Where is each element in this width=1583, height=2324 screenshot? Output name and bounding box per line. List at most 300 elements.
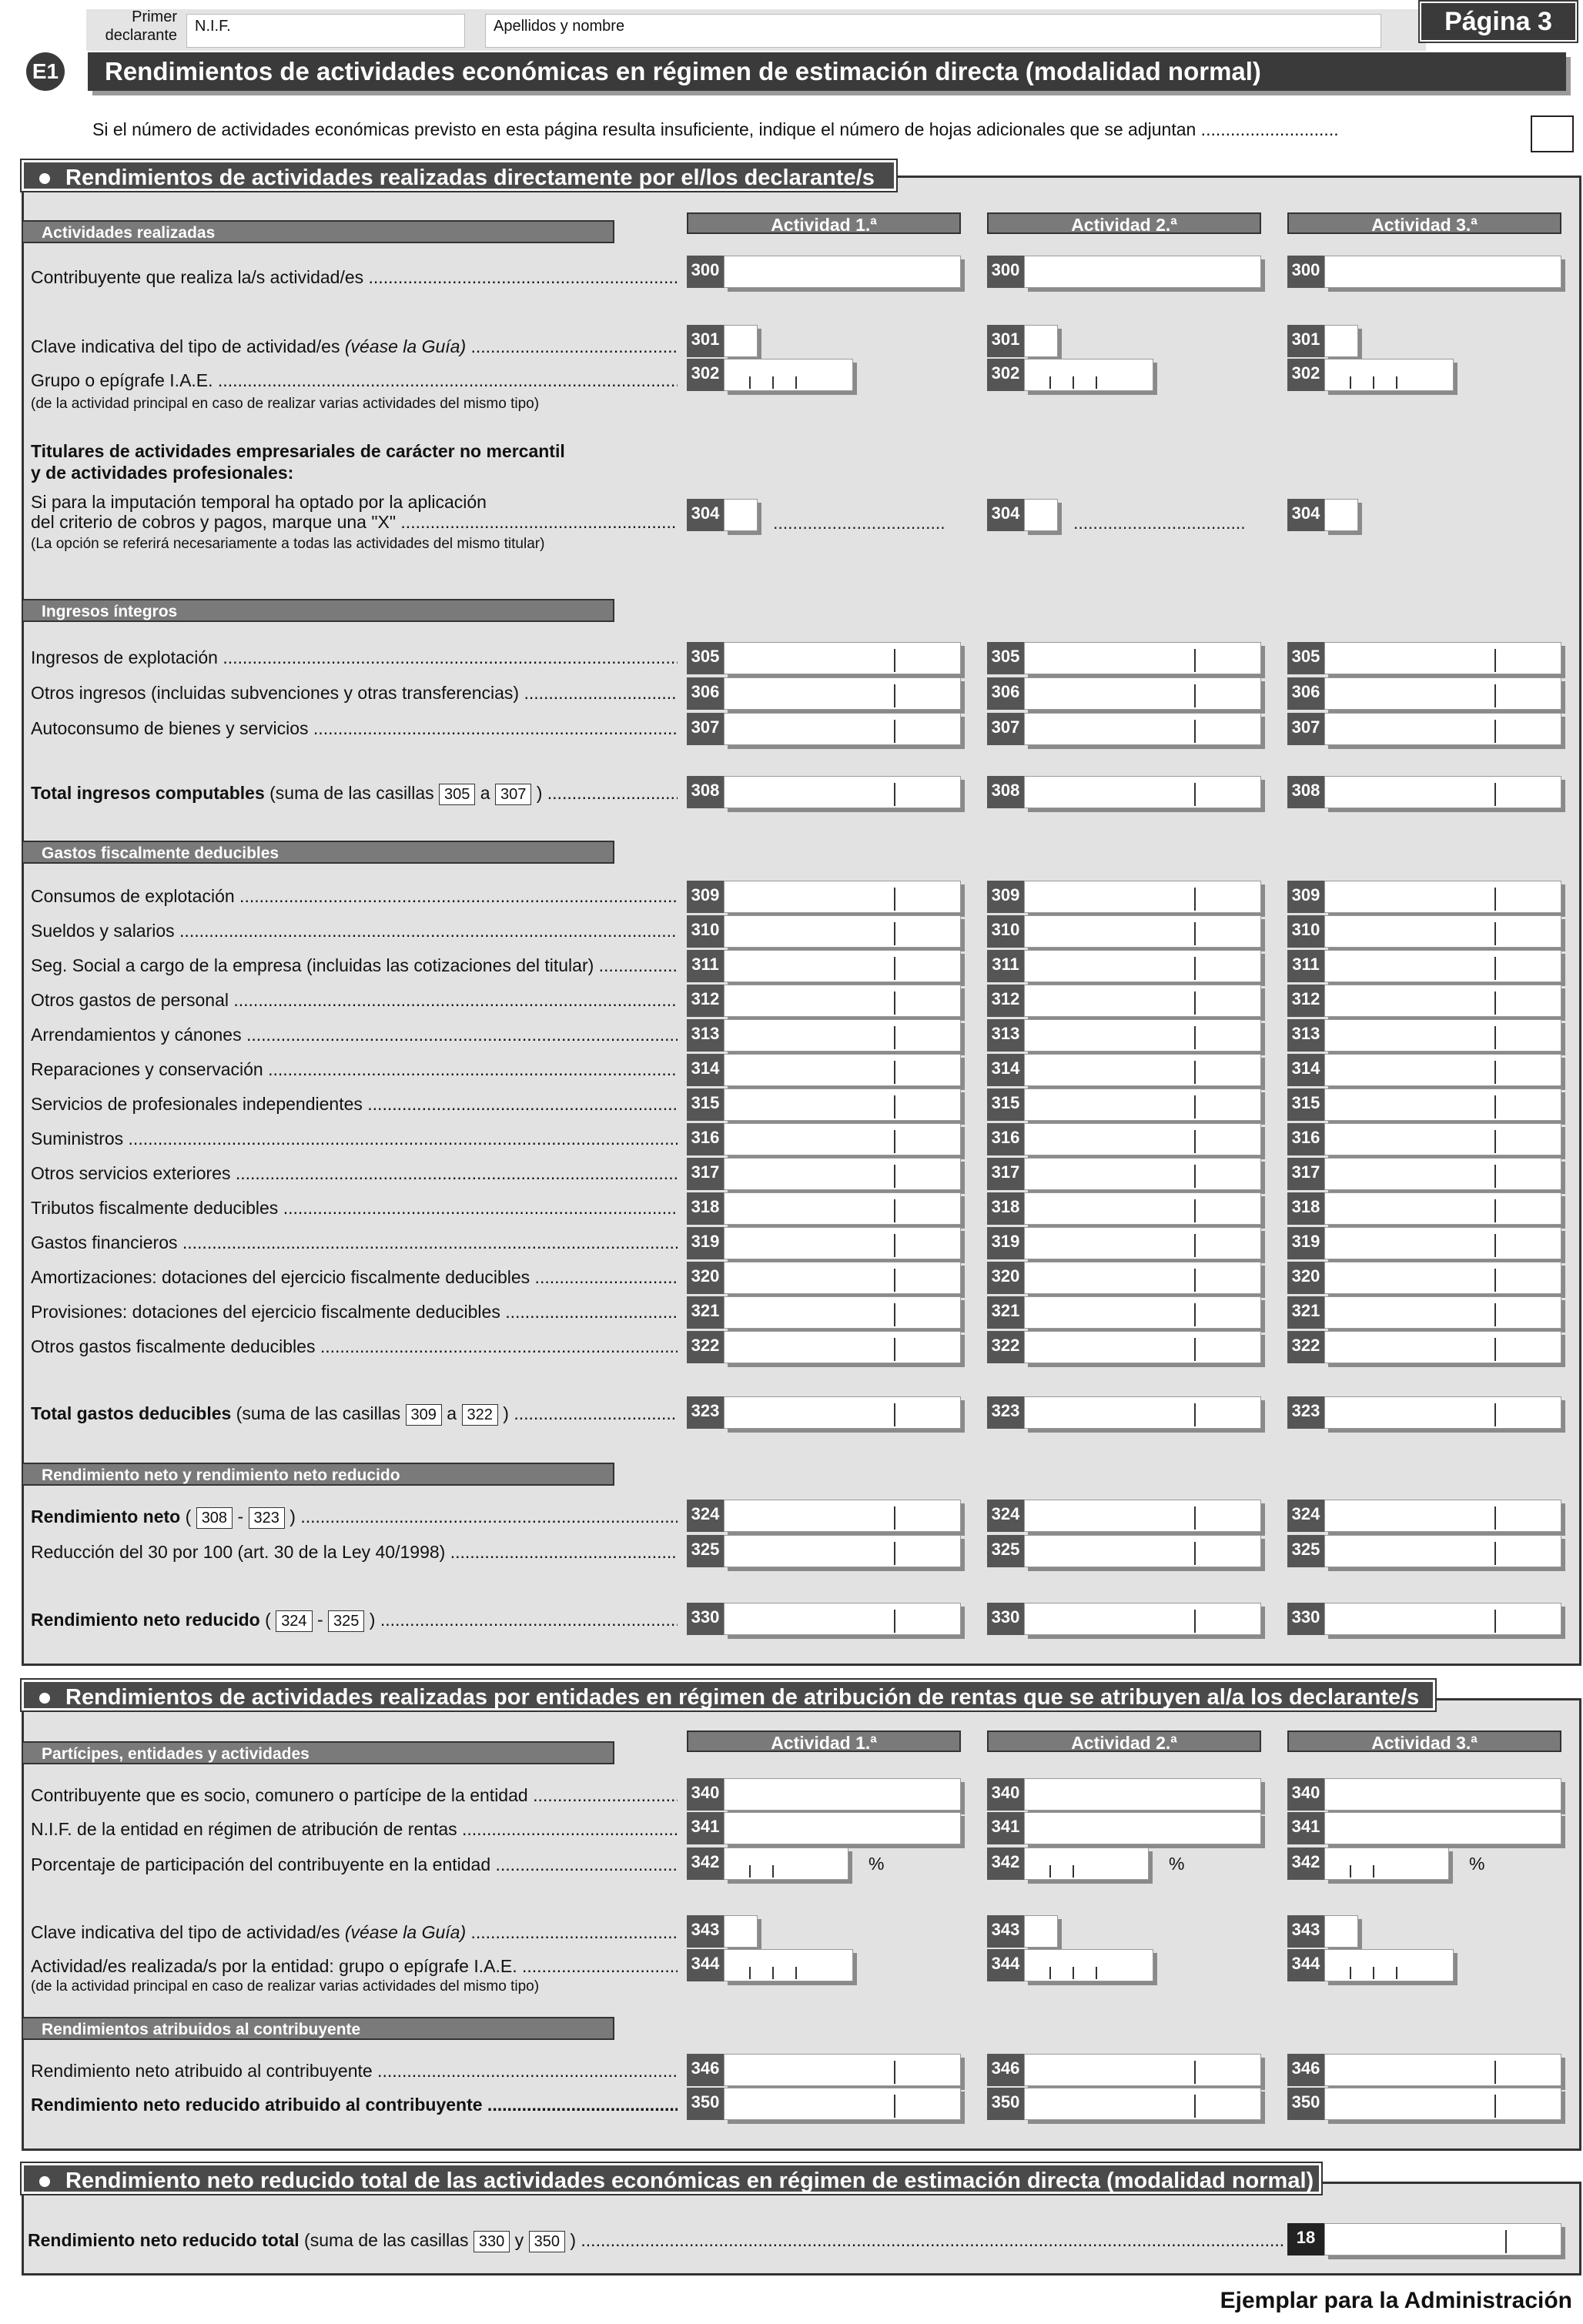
casilla-343-col1[interactable] (687, 1915, 758, 1948)
casilla-342-col1-input[interactable] (724, 1847, 848, 1880)
casilla-325-col2[interactable] (987, 1535, 1261, 1567)
casilla-309-col3-input[interactable] (1324, 881, 1561, 913)
casilla-301-col3[interactable] (1287, 325, 1358, 357)
casilla-313-col2-code: 313 (987, 1019, 1024, 1052)
casilla-308-col1-code: 308 (687, 776, 724, 808)
casilla-302-col2-input[interactable] (1024, 359, 1153, 391)
subhead-participes: Partícipes, entidades y actividades (22, 1741, 614, 1764)
casilla-321-col2[interactable] (987, 1296, 1261, 1329)
casilla-330-col3[interactable] (1287, 1603, 1561, 1635)
casilla-320-col1-code: 320 (687, 1262, 724, 1294)
section2-title: Rendimientos de actividades realizadas por entidades en régimen de atribución de rentas que se atribuyen al/a los declarante/s (65, 1685, 1420, 1710)
casilla-306-col1-input[interactable] (724, 677, 961, 710)
page-title: Rendimientos de actividades económicas en régimen de estimación directa (modalidad normal) (88, 52, 1566, 91)
casilla-320-col3[interactable] (1287, 1262, 1561, 1294)
casilla-325-col3-code: 325 (1287, 1535, 1324, 1567)
casilla-320-col3-input[interactable] (1324, 1262, 1561, 1294)
casilla-343-col2-code: 343 (987, 1915, 1024, 1948)
casilla-322-col3-code: 322 (1287, 1331, 1324, 1363)
casilla-306-col3-code: 306 (1287, 677, 1324, 710)
subhead-ingresos: Ingresos íntegros (22, 599, 614, 622)
casilla-318-col2-code: 318 (987, 1192, 1024, 1225)
casilla-341-col2-code: 341 (987, 1812, 1024, 1844)
casilla-317-col3[interactable] (1287, 1158, 1561, 1190)
porcentaje-label: Porcentaje de participación del contribuyente en la entidad ..... (31, 1854, 678, 1875)
casilla-320-col1-input[interactable] (724, 1262, 961, 1294)
casilla-350-col3-input[interactable] (1324, 2088, 1561, 2120)
casilla-321-col3[interactable] (1287, 1296, 1561, 1329)
casilla-344-col2[interactable] (987, 1949, 1153, 1981)
reduccion-label: Reducción del 30 por 100 (art. 30 de la Ley 40/1998) ..... (31, 1541, 678, 1563)
casilla-304-col3-input[interactable] (1324, 499, 1358, 531)
casilla-342-col3-code: 342 (1287, 1847, 1324, 1880)
casilla-322-col2-code: 322 (987, 1331, 1024, 1363)
casilla-340-col1-input[interactable] (724, 1778, 961, 1811)
casilla-323-col3[interactable] (1287, 1396, 1561, 1429)
casilla-309-col2[interactable] (987, 881, 1261, 913)
casilla-310-col3-code: 310 (1287, 915, 1324, 948)
casilla-346-col1-input[interactable] (724, 2054, 961, 2086)
casilla-307-col3-input[interactable] (1324, 713, 1561, 745)
casilla-340-col3-input[interactable] (1324, 1778, 1561, 1811)
casilla-300-col3[interactable] (1287, 256, 1561, 288)
casilla-325-col1-input[interactable] (724, 1535, 961, 1567)
casilla-306-col3[interactable] (1287, 677, 1561, 710)
casilla-340-col2-code: 340 (987, 1778, 1024, 1811)
casilla-314-col1-code: 314 (687, 1054, 724, 1086)
rendimiento-reducido-label: Rendimiento neto reducido ( 324 - 325 ) ..... (31, 1609, 678, 1632)
casilla-312-col1-input[interactable] (724, 985, 961, 1017)
casilla-324-col2-input[interactable] (1024, 1500, 1261, 1532)
casilla-313-col1[interactable] (687, 1019, 961, 1052)
casilla-312-col2[interactable] (987, 985, 1261, 1017)
casilla-324-col1-input[interactable] (724, 1500, 961, 1532)
casilla-300-col1-code: 300 (687, 256, 724, 288)
casilla-330-col2[interactable] (987, 1603, 1261, 1635)
casilla-319-col3-input[interactable] (1324, 1227, 1561, 1259)
casilla-330-col2-input[interactable] (1024, 1603, 1261, 1635)
casilla-317-col1-code: 317 (687, 1158, 724, 1190)
casilla-314-col1[interactable] (687, 1054, 961, 1086)
casilla-317-col1-input[interactable] (724, 1158, 961, 1190)
casilla-341-col3[interactable] (1287, 1812, 1561, 1844)
casilla-312-col1[interactable] (687, 985, 961, 1017)
casilla-308-col3[interactable] (1287, 776, 1561, 808)
casilla-307-col2-code: 307 (987, 713, 1024, 745)
casilla-346-col3-code: 346 (1287, 2054, 1324, 2086)
casilla-312-col2-input[interactable] (1024, 985, 1261, 1017)
casilla-346-col1[interactable] (687, 2054, 961, 2086)
casilla-18-input[interactable] (1324, 2223, 1561, 2255)
bullet-icon (39, 1693, 50, 1704)
casilla-308-col1-input[interactable] (724, 776, 961, 808)
casilla-301-col1-input[interactable] (724, 325, 758, 357)
casilla-319-col2-input[interactable] (1024, 1227, 1261, 1259)
apellidos-field[interactable] (485, 14, 1381, 48)
casilla-307-col2-input[interactable] (1024, 713, 1261, 745)
casilla-324-col2[interactable] (987, 1500, 1261, 1532)
casilla-319-col3[interactable] (1287, 1227, 1561, 1259)
casilla-314-col3-code: 314 (1287, 1054, 1324, 1086)
casilla-311-col2[interactable] (987, 950, 1261, 982)
percent-sign-col1: % (868, 1854, 885, 1874)
casilla-323-col1-input[interactable] (724, 1396, 961, 1429)
casilla-323-col2-input[interactable] (1024, 1396, 1261, 1429)
casilla-319-col3-code: 319 (1287, 1227, 1324, 1259)
casilla-311-col3[interactable] (1287, 950, 1561, 982)
casilla-310-col2[interactable] (987, 915, 1261, 948)
casilla-305-col3[interactable] (1287, 642, 1561, 674)
ingreso-label-305: Ingresos de explotación ..... (31, 647, 678, 668)
casilla-301-col2-code: 301 (987, 325, 1024, 357)
casilla-343-col1-code: 343 (687, 1915, 724, 1948)
dots-304-col1: ................................... (773, 513, 945, 533)
apellidos-label: Apellidos y nombre (494, 18, 625, 35)
casilla-301-col2[interactable] (987, 325, 1058, 357)
casilla-322-col3-input[interactable] (1324, 1331, 1561, 1363)
casilla-318-col1-input[interactable] (724, 1192, 961, 1225)
total-final-label: Rendimiento neto reducido total (suma de las casillas 330 y 350 ) ..... (28, 2229, 1283, 2252)
casilla-311-col1-code: 311 (687, 950, 724, 982)
casilla-322-col1-code: 322 (687, 1331, 724, 1363)
casilla-318-col1-code: 318 (687, 1192, 724, 1225)
gasto-label-312: Otros gastos de personal ..... (31, 989, 678, 1011)
casilla-316-col2-input[interactable] (1024, 1123, 1261, 1155)
casilla-324-col3-input[interactable] (1324, 1500, 1561, 1532)
grupo-label: Grupo o epígrafe I.A.E. ..... (31, 369, 678, 391)
casilla-314-col2[interactable] (987, 1054, 1261, 1086)
casilla-344-col1-input[interactable] (724, 1949, 853, 1981)
casilla-340-col1[interactable] (687, 1778, 961, 1811)
contribuyente-label: Contribuyente que realiza la/s actividad/es ..... (31, 266, 678, 288)
nif-entidad-label: N.I.F. de la entidad en régimen de atribución de rentas ..... (31, 1818, 678, 1840)
casilla-316-col3-input[interactable] (1324, 1123, 1561, 1155)
casilla-311-col3-input[interactable] (1324, 950, 1561, 982)
casilla-342-col1[interactable] (687, 1847, 848, 1880)
subhead-rendimiento: Rendimiento neto y rendimiento neto reducido (22, 1463, 614, 1486)
actividad-entidad-label: Actividad/es realizada/s por la entidad: grupo o epígrafe I.A.E. ..... (31, 1955, 678, 1977)
casilla-304-col1-code: 304 (687, 499, 724, 531)
nif-label: N.I.F. (195, 18, 231, 35)
casilla-324-col1-code: 324 (687, 1500, 724, 1532)
casilla-310-col2-input[interactable] (1024, 915, 1261, 948)
casilla-316-col2[interactable] (987, 1123, 1261, 1155)
casilla-312-col3-input[interactable] (1324, 985, 1561, 1017)
casilla-330-col3-code: 330 (1287, 1603, 1324, 1635)
gasto-label-322: Otros gastos fiscalmente deducibles ..... (31, 1336, 678, 1357)
casilla-308-col3-input[interactable] (1324, 776, 1561, 808)
casilla-341-col3-input[interactable] (1324, 1812, 1561, 1844)
nif-field[interactable] (186, 14, 465, 48)
casilla-318-col2-input[interactable] (1024, 1192, 1261, 1225)
casilla-313-col2[interactable] (987, 1019, 1261, 1052)
casilla-302-col3-input[interactable] (1324, 359, 1454, 391)
casilla-350-col1-input[interactable] (724, 2088, 961, 2120)
rendimiento-neto-label: Rendimiento neto ( 308 - 323 ) ..... (31, 1506, 678, 1529)
casilla-312-col3[interactable] (1287, 985, 1561, 1017)
casilla-310-col1[interactable] (687, 915, 961, 948)
casilla-318-col1[interactable] (687, 1192, 961, 1225)
casilla-313-col1-input[interactable] (724, 1019, 961, 1052)
casilla-321-col2-code: 321 (987, 1296, 1024, 1329)
casilla-308-col2[interactable] (987, 776, 1261, 808)
casilla-300-col3-input[interactable] (1324, 256, 1561, 288)
casilla-341-col2[interactable] (987, 1812, 1261, 1844)
section1-title: Rendimientos de actividades realizadas directamente por el/los declarante/s (65, 166, 875, 190)
casilla-322-col1[interactable] (687, 1331, 961, 1363)
rend-reducido-atribuido-label: Rendimiento neto reducido atribuido al contribuyente ..... (31, 2094, 678, 2115)
casilla-305-col1-input[interactable] (724, 642, 961, 674)
casilla-315-col1[interactable] (687, 1088, 961, 1121)
casilla-304-col3[interactable] (1287, 499, 1358, 531)
casilla-344-col3[interactable] (1287, 1949, 1454, 1981)
casilla-310-col1-code: 310 (687, 915, 724, 948)
casilla-315-col1-input[interactable] (724, 1088, 961, 1121)
casilla-322-col1-input[interactable] (724, 1331, 961, 1363)
casilla-309-col1-input[interactable] (724, 881, 961, 913)
casilla-302-col3[interactable] (1287, 359, 1454, 391)
casilla-319-col1[interactable] (687, 1227, 961, 1259)
gasto-label-311: Seg. Social a cargo de la empresa (incluidas las cotizaciones del titular) ..... (31, 955, 678, 976)
casilla-319-col1-input[interactable] (724, 1227, 961, 1259)
casilla-350-col3[interactable] (1287, 2088, 1561, 2120)
casilla-318-col2[interactable] (987, 1192, 1261, 1225)
casilla-323-col2[interactable] (987, 1396, 1261, 1429)
casilla-305-col1-code: 305 (687, 642, 724, 674)
casilla-310-col3-input[interactable] (1324, 915, 1561, 948)
rend-atribuido-label: Rendimiento neto atribuido al contribuyente ..... (31, 2060, 678, 2082)
casilla-325-col3[interactable] (1287, 1535, 1561, 1567)
casilla-311-col1[interactable] (687, 950, 961, 982)
casilla-330-col1-input[interactable] (724, 1603, 961, 1635)
casilla-308-col2-input[interactable] (1024, 776, 1261, 808)
casilla-325-col2-code: 325 (987, 1535, 1024, 1567)
casilla-302-col1[interactable] (687, 359, 853, 391)
casilla-309-col1[interactable] (687, 881, 961, 913)
casilla-314-col3-input[interactable] (1324, 1054, 1561, 1086)
casilla-344-col2-code: 344 (987, 1949, 1024, 1981)
casilla-340-col1-code: 340 (687, 1778, 724, 1811)
casilla-306-col1[interactable] (687, 677, 961, 710)
casilla-302-col1-input[interactable] (724, 359, 853, 391)
casilla-321-col3-input[interactable] (1324, 1296, 1561, 1329)
casilla-350-col2[interactable] (987, 2088, 1261, 2120)
casilla-342-col3[interactable] (1287, 1847, 1449, 1880)
casilla-343-col2[interactable] (987, 1915, 1058, 1948)
casilla-317-col3-input[interactable] (1324, 1158, 1561, 1190)
casilla-304-col2-input[interactable] (1024, 499, 1058, 531)
casilla-321-col2-input[interactable] (1024, 1296, 1261, 1329)
section1-header (22, 160, 896, 191)
casilla-346-col2-code: 346 (987, 2054, 1024, 2086)
casilla-330-col1[interactable] (687, 1603, 961, 1635)
casilla-343-col3[interactable] (1287, 1915, 1358, 1948)
footer-copy-label: Ejemplar para la Administración (1220, 2288, 1572, 2313)
casilla-344-col1-code: 344 (687, 1949, 724, 1981)
casilla-300-col1-input[interactable] (724, 256, 961, 288)
casilla-307-col1[interactable] (687, 713, 961, 745)
gasto-label-315: Servicios de profesionales independientes ..... (31, 1093, 678, 1115)
casilla-323-col1[interactable] (687, 1396, 961, 1429)
casilla-306-col2-input[interactable] (1024, 677, 1261, 710)
section3-header (22, 2163, 1321, 2194)
casilla-317-col2-input[interactable] (1024, 1158, 1261, 1190)
casilla-301-col2-input[interactable] (1024, 325, 1058, 357)
casilla-304-col2-code: 304 (987, 499, 1024, 531)
page-number: Página 3 (1420, 2, 1577, 42)
casilla-320-col2-input[interactable] (1024, 1262, 1261, 1294)
casilla-304-col1-input[interactable] (724, 499, 758, 531)
casilla-306-col3-input[interactable] (1324, 677, 1561, 710)
casilla-309-col3[interactable] (1287, 881, 1561, 913)
casilla-324-col3[interactable] (1287, 1500, 1561, 1532)
additional-sheets-note: Si el número de actividades económicas previsto en esta página resulta insuficiente, indique el número de hojas adicionales que se adjuntan ............................ (92, 119, 1339, 139)
casilla-330-col1-code: 330 (687, 1603, 724, 1635)
imputacion-note: (La opción se referirá necesariamente a todas las actividades del mismo titular) (31, 536, 545, 552)
casilla-309-col2-input[interactable] (1024, 881, 1261, 913)
casilla-350-col1[interactable] (687, 2088, 961, 2120)
casilla-307-col3[interactable] (1287, 713, 1561, 745)
casilla-325-col3-input[interactable] (1324, 1535, 1561, 1567)
casilla-330-col3-input[interactable] (1324, 1603, 1561, 1635)
primer-declarante-label: Primer declarante (105, 8, 177, 44)
dots-304-col2: ................................... (1073, 513, 1246, 533)
casilla-320-col1[interactable] (687, 1262, 961, 1294)
casilla-307-col1-input[interactable] (724, 713, 961, 745)
casilla-315-col2[interactable] (987, 1088, 1261, 1121)
casilla-308-col1[interactable] (687, 776, 961, 808)
casilla-346-col2-input[interactable] (1024, 2054, 1261, 2086)
casilla-316-col1-input[interactable] (724, 1123, 961, 1155)
casilla-341-col1-input[interactable] (724, 1812, 961, 1844)
casilla-344-col2-input[interactable] (1024, 1949, 1153, 1981)
casilla-319-col2[interactable] (987, 1227, 1261, 1259)
additional-sheets-input[interactable] (1531, 115, 1574, 152)
casilla-346-col2[interactable] (987, 2054, 1261, 2086)
casilla-305-col1[interactable] (687, 642, 961, 674)
subhead-actividades: Actividades realizadas (22, 220, 614, 243)
casilla-343-col3-input[interactable] (1324, 1915, 1358, 1948)
casilla-313-col3-input[interactable] (1324, 1019, 1561, 1052)
casilla-312-col3-code: 312 (1287, 985, 1324, 1017)
casilla-300-col1[interactable] (687, 256, 961, 288)
casilla-316-col1[interactable] (687, 1123, 961, 1155)
casilla-314-col3[interactable] (1287, 1054, 1561, 1086)
casilla-340-col3[interactable] (1287, 1778, 1561, 1811)
casilla-302-col2[interactable] (987, 359, 1153, 391)
casilla-300-col2[interactable] (987, 256, 1261, 288)
casilla-301-col1[interactable] (687, 325, 758, 357)
casilla-350-col3-code: 350 (1287, 2088, 1324, 2120)
casilla-308-col2-code: 308 (987, 776, 1024, 808)
casilla-312-col1-code: 312 (687, 985, 724, 1017)
casilla-305-col2-input[interactable] (1024, 642, 1261, 674)
casilla-310-col1-input[interactable] (724, 915, 961, 948)
casilla-342-col3-input[interactable] (1324, 1847, 1449, 1880)
casilla-315-col2-input[interactable] (1024, 1088, 1261, 1121)
casilla-340-col2[interactable] (987, 1778, 1261, 1811)
casilla-342-col2[interactable] (987, 1847, 1149, 1880)
casilla-350-col2-input[interactable] (1024, 2088, 1261, 2120)
casilla-344-col1[interactable] (687, 1949, 853, 1981)
actividad-entidad-note: (de la actividad principal en caso de realizar varias actividades del mismo tipo) (31, 1978, 540, 1995)
casilla-18[interactable] (1287, 2223, 1561, 2255)
casilla-343-col1-input[interactable] (724, 1915, 758, 1948)
casilla-324-col1[interactable] (687, 1500, 961, 1532)
casilla-340-col2-input[interactable] (1024, 1778, 1261, 1811)
casilla-311-col1-input[interactable] (724, 950, 961, 982)
casilla-314-col1-input[interactable] (724, 1054, 961, 1086)
casilla-304-col1[interactable] (687, 499, 758, 531)
casilla-306-col2[interactable] (987, 677, 1261, 710)
casilla-314-col2-input[interactable] (1024, 1054, 1261, 1086)
subhead-atribuidos: Rendimientos atribuidos al contribuyente (22, 2017, 614, 2040)
casilla-320-col2[interactable] (987, 1262, 1261, 1294)
casilla-312-col2-code: 312 (987, 985, 1024, 1017)
casilla-321-col1[interactable] (687, 1296, 961, 1329)
casilla-311-col2-code: 311 (987, 950, 1024, 982)
casilla-325-col1[interactable] (687, 1535, 961, 1567)
casilla-344-col3-code: 344 (1287, 1949, 1324, 1981)
casilla-304-col3-code: 304 (1287, 499, 1324, 531)
casilla-317-col2[interactable] (987, 1158, 1261, 1190)
casilla-324-col2-code: 324 (987, 1500, 1024, 1532)
casilla-350-col1-code: 350 (687, 2088, 724, 2120)
casilla-305-col3-input[interactable] (1324, 642, 1561, 674)
casilla-301-col3-input[interactable] (1324, 325, 1358, 357)
activity-col-1-s2: Actividad 1.ª (687, 1730, 961, 1752)
percent-sign-col2: % (1169, 1854, 1185, 1874)
casilla-322-col3[interactable] (1287, 1331, 1561, 1363)
casilla-301-col1-code: 301 (687, 325, 724, 357)
casilla-300-col2-input[interactable] (1024, 256, 1261, 288)
casilla-318-col3[interactable] (1287, 1192, 1561, 1225)
casilla-346-col3-input[interactable] (1324, 2054, 1561, 2086)
casilla-315-col3[interactable] (1287, 1088, 1561, 1121)
casilla-341-col3-code: 341 (1287, 1812, 1324, 1844)
casilla-343-col3-code: 343 (1287, 1915, 1324, 1948)
casilla-313-col3[interactable] (1287, 1019, 1561, 1052)
casilla-318-col3-input[interactable] (1324, 1192, 1561, 1225)
casilla-322-col2-input[interactable] (1024, 1331, 1261, 1363)
casilla-325-col2-input[interactable] (1024, 1535, 1261, 1567)
casilla-323-col3-code: 323 (1287, 1396, 1324, 1429)
casilla-323-col3-input[interactable] (1324, 1396, 1561, 1429)
casilla-300-col3-code: 300 (1287, 256, 1324, 288)
activity-col-2-s2: Actividad 2.ª (987, 1730, 1261, 1752)
casilla-343-col2-input[interactable] (1024, 1915, 1058, 1948)
casilla-316-col3[interactable] (1287, 1123, 1561, 1155)
casilla-310-col3[interactable] (1287, 915, 1561, 948)
casilla-346-col3[interactable] (1287, 2054, 1561, 2086)
casilla-321-col1-input[interactable] (724, 1296, 961, 1329)
casilla-344-col3-input[interactable] (1324, 1949, 1454, 1981)
casilla-341-col2-input[interactable] (1024, 1812, 1261, 1844)
casilla-315-col2-code: 315 (987, 1088, 1024, 1121)
casilla-301-col3-code: 301 (1287, 325, 1324, 357)
casilla-311-col2-input[interactable] (1024, 950, 1261, 982)
casilla-307-col2[interactable] (987, 713, 1261, 745)
casilla-304-col2[interactable] (987, 499, 1058, 531)
casilla-317-col1[interactable] (687, 1158, 961, 1190)
casilla-342-col2-input[interactable] (1024, 1847, 1149, 1880)
casilla-322-col2[interactable] (987, 1331, 1261, 1363)
casilla-341-col1[interactable] (687, 1812, 961, 1844)
clave-label: Clave indicativa del tipo de actividad/es (véase la Guía) ..... (31, 336, 678, 357)
casilla-315-col3-input[interactable] (1324, 1088, 1561, 1121)
casilla-305-col2[interactable] (987, 642, 1261, 674)
casilla-313-col2-input[interactable] (1024, 1019, 1261, 1052)
